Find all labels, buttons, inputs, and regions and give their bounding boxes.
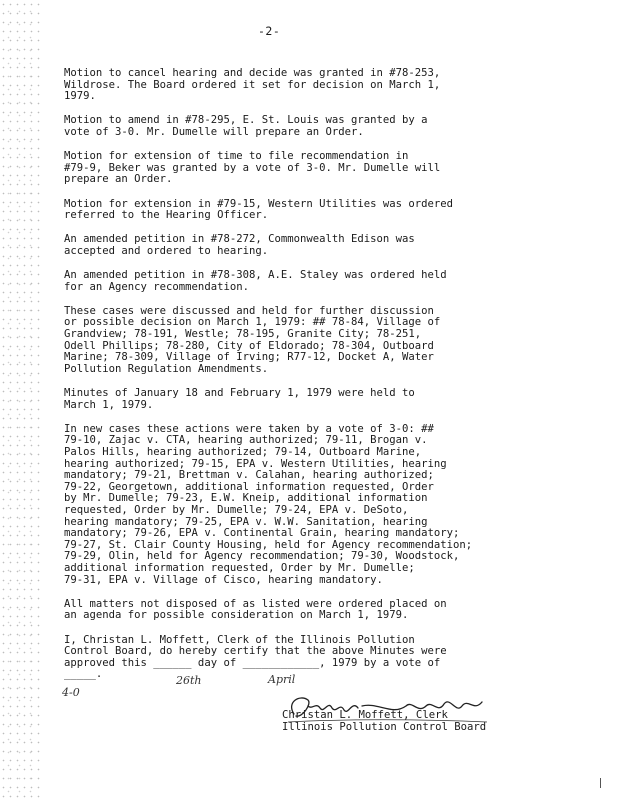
paragraph-beker: Motion for extension of time to file recommendation in #79-9, Beker was granted by a vote of 3-0. Mr. Dumelle will prepare an Order. xyxy=(64,150,441,186)
paragraph-staley: An amended petition in #78-308, A.E. Staley was ordered held for an Agency recommendation. xyxy=(64,269,447,293)
certification-text: I, Christan L. Moffett, Clerk of the Illinois Pollution Control Board, do hereby certify that the above Minutes were approved this ______ day of ____________, 1979 by a vote of _____. xyxy=(64,633,447,681)
paragraph-wildrose: Motion to cancel hearing and decide was granted in #78-253, Wildrose. The Board ordered it set for decision on March 1, 1979. xyxy=(64,67,441,103)
paragraph-western-utilities: Motion for extension in #79-15, Western Utilities was ordered referred to the Hearing Officer. xyxy=(64,197,454,222)
paragraph-minutes-held: Minutes of January 18 and February 1, 1979 were held to March 1, 1979. xyxy=(64,387,415,411)
paragraph-held-cases: These cases were discussed and held for further discussion or possible decision on March 1, 1979: ## 78-84, Village of Grandview; 78-191, Westle; 78-195, Granite City; 78-251, Odell Phillips; 78-280, City of Eldorado; 78-304, Outboard Marine; 78-309, Village of Irving; R77-12, Docket A, Water Pollution Regulation Amendments. xyxy=(64,304,441,375)
handwritten-month: April xyxy=(268,673,296,686)
clerk-name: Christan L. Moffett, Clerk xyxy=(282,709,448,721)
signature-block xyxy=(282,694,486,733)
scan-speckle-margin xyxy=(0,0,40,800)
paragraph-commonwealth-edison: An amended petition in #78-272, Commonwealth Edison was accepted and ordered to hearing. xyxy=(64,233,415,257)
handwritten-vote: 4-0 xyxy=(62,686,80,699)
minutes-body xyxy=(64,68,512,681)
handwritten-day: 26th xyxy=(176,674,202,687)
page-number: -2- xyxy=(258,24,281,38)
paragraph-agenda: All matters not disposed of as listed were ordered placed on an agenda for possible consideration on March 1, 1979. xyxy=(64,597,447,622)
scan-mark xyxy=(600,778,604,788)
paragraph-e-st-louis: Motion to amend in #78-295, E. St. Louis was granted by a vote of 3-0. Mr. Dumelle will prepare an Order. xyxy=(64,114,428,138)
paragraph-new-cases: In new cases these actions were taken by a vote of 3-0: ## 79-10, Zajac v. CTA, hearing authorized; 79-11, Brogan v. Palos Hills, hearing authorized; 79-14, Outboard Marine, hearing authorized; 79-15, EPA v. Western Utilities, hearing mandatory; 79-21, Brettman v. Calahan, hearing authorized; 79-22, Georgetown, additional information requested, Order by Mr. Dumelle; 79-23, E.W. Kneip, additional information requested, Order by Mr. Dumelle; 79-24, EPA v. DeSoto, hearing mandatory; 79-25, EPA v. W.W. Sanitation, hearing mandatory; 79-26, EPA v. Continental Grain, hearing mandatory; 79-27, St. Clair County Housing, held for Agency recommendation; 79-29, Olin, held for Agency recommendation; 79-30, Woodstock, additional information requested, Order by Mr. Dumelle; 79-31, EPA v. Village of Cisco, hearing mandatory. xyxy=(64,422,473,586)
board-name: Illinois Pollution Control Board xyxy=(282,720,487,733)
